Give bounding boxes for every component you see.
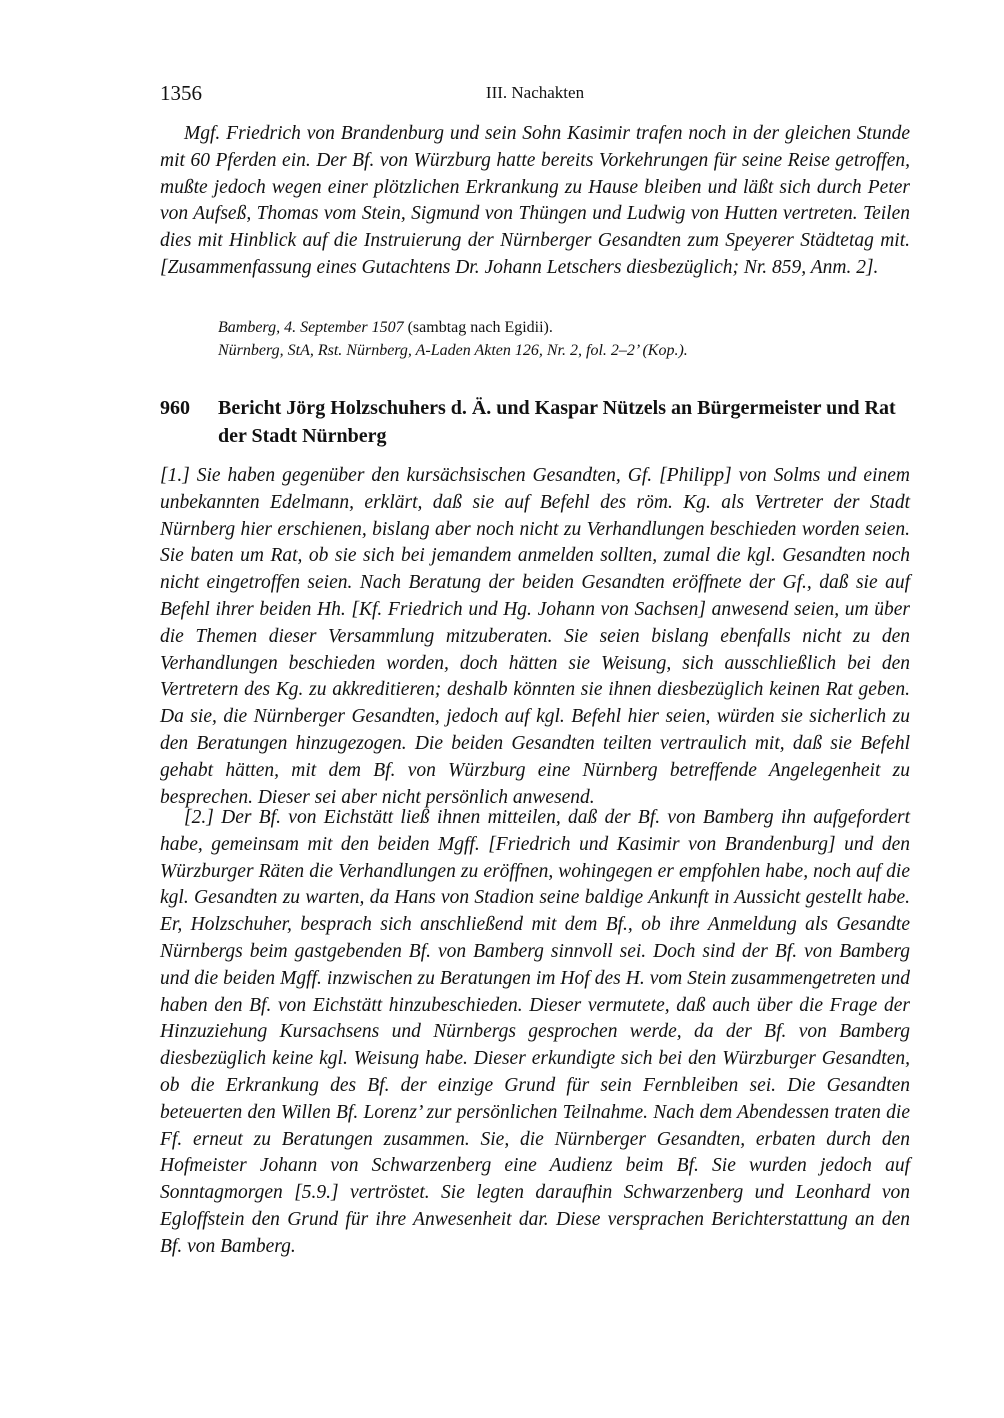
source-day-note: (sambtag nach Egidii). bbox=[403, 319, 553, 336]
body-paragraph: [2.] Der Bf. von Eichstätt ließ ihnen mitteilen, daß der Bf. von Bamberg ihn aufgefordert habe, gemeinsam mit den beiden Mgff. [Friedrich und Kasimir von Brandenburg] und den Würzburger Räten die Verhandlungen zu eröffnen, wohingegen er empfohlen habe, noch auf die kgl. Gesandten zu warten, da Hans von Stadion seine baldige Ankunft in Aussicht gestellt habe. Er, Holzschuher, besprach sich anschließend mit dem Bf., ob ihre Anmeldung als Gesandte Nürnbergs beim gastgebenden Bf. von Bamberg sinnvoll sei. Doch sind der Bf. von Bamberg und die beiden Mgff. inzwischen zu Beratungen im Hof des H. vom Stein zusammengetreten und haben den Bf. von Eichstätt hinzubeschieden. Dieser vermutete, daß auch über die Frage der Hinzuziehung Kursachsens und Nürnbergs gesprochen werde, da der Bf. von Bamberg diesbezüglich keine kgl. Weisung habe. Dieser erkundigte sich bei den Würzburger Gesandten, ob die Erkrankung des Bf. der einzige Grund für sein Fernbleiben sei. Die Gesandten beteuerten den Willen Bf. Lorenz’ zur persönlichen Teilnahme. Nach dem Abendessen traten die Ff. erneut zu Beratungen zusammen. Sie, die Nürnberger Gesandten, erbaten durch den Hofmeister Johann von Schwarzenberg eine Audienz beim Bf. Sie wurden jedoch auf Sonntagmorgen [5.9.] vertröstet. Sie legten daraufhin Schwarzenberg und Leonhard von Egloffstein den Grund für ihre Anwesenheit dar. Diese versprachen Berichterstattung an den Bf. von Bamberg. bbox=[160, 807, 910, 1257]
source-archive: Nürnberg, StA, Rst. Nürnberg, A-Laden Akten 126, Nr. 2, fol. 2–2’ (Kop.). bbox=[218, 342, 688, 359]
summary-paragraph: Mgf. Friedrich von Brandenburg und sein Sohn Kasimir trafen noch in der gleichen Stunde mit 60 Pferden ein. Der Bf. von Würzburg hatte bereits Vorkehrungen für seine Reise getroffen, mußte jedoch wegen einer plötzlichen Erkrankung zu Hause bleiben und läßt sich durch Peter von Aufseß, Thomas vom Stein, Sigmund von Thüngen und Ludwig von Hutten vertreten. Teilen dies mit Hinblick auf die Instruierung der Nürnberger Gesandten zum Speyerer Städtetag mit. [Zusammenfassung eines Gutachtens Dr. Johann Letschers diesbezüglich; Nr. 859, Anm. 2]. bbox=[160, 123, 910, 278]
document-number: 960 bbox=[160, 397, 190, 419]
document-title: Bericht Jörg Holzschuhers d. Ä. und Kaspar Nützels an Bürgermeister und Rat der Stadt Nürnberg bbox=[218, 397, 896, 447]
running-head: III. Nachakten bbox=[485, 83, 585, 102]
body-paragraph: [1.] Sie haben gegenüber den kursächsischen Gesandten, Gf. [Philipp] von Solms und einem unbekannten Edelmann, erklärt, daß sie auf Befehl des röm. Kg. als Vertreter der Stadt Nürnberg hier erschienen, bislang aber noch nicht zu Verhandlungen beschieden worden seien. Sie baten um Rat, ob sie sich bei jemandem anmelden sollten, zumal die kgl. Gesandten noch nicht eingetroffen seien. Nach Beratung der beiden Gesandten eröffnete der Gf., daß sie auf Befehl ihrer beiden Hh. [Kf. Friedrich und Hg. Johann von Sachsen] anwesend seien, um über die Themen dieser Versammlung mitzuberaten. Sie seien bislang ebenfalls nicht zu den Verhandlungen beschieden worden, doch hätten sie Weisung, sich ausschließlich bei den Vertretern des Kg. zu akkreditieren; deshalb könnten sie ihnen diesbezüglich keinen Rat geben. Da sie, die Nürnberger Gesandten, jedoch auf kgl. Befehl hier seien, würden sie sicherlich zu den Beratungen hinzugezogen. Die beiden Gesandten teilten vertraulich mit, daß sie Befehl gehabt hätten, mit dem Bf. von Würzburg eine Nürnberg betreffende Angelegenheit zu besprechen. Dieser sei aber nicht persönlich anwesend. bbox=[160, 465, 910, 808]
source-archive-line bbox=[218, 340, 910, 362]
page-number: 1356 bbox=[160, 81, 202, 105]
source-date-line bbox=[218, 317, 910, 339]
source-place-date: Bamberg, 4. September 1507 bbox=[218, 319, 404, 336]
